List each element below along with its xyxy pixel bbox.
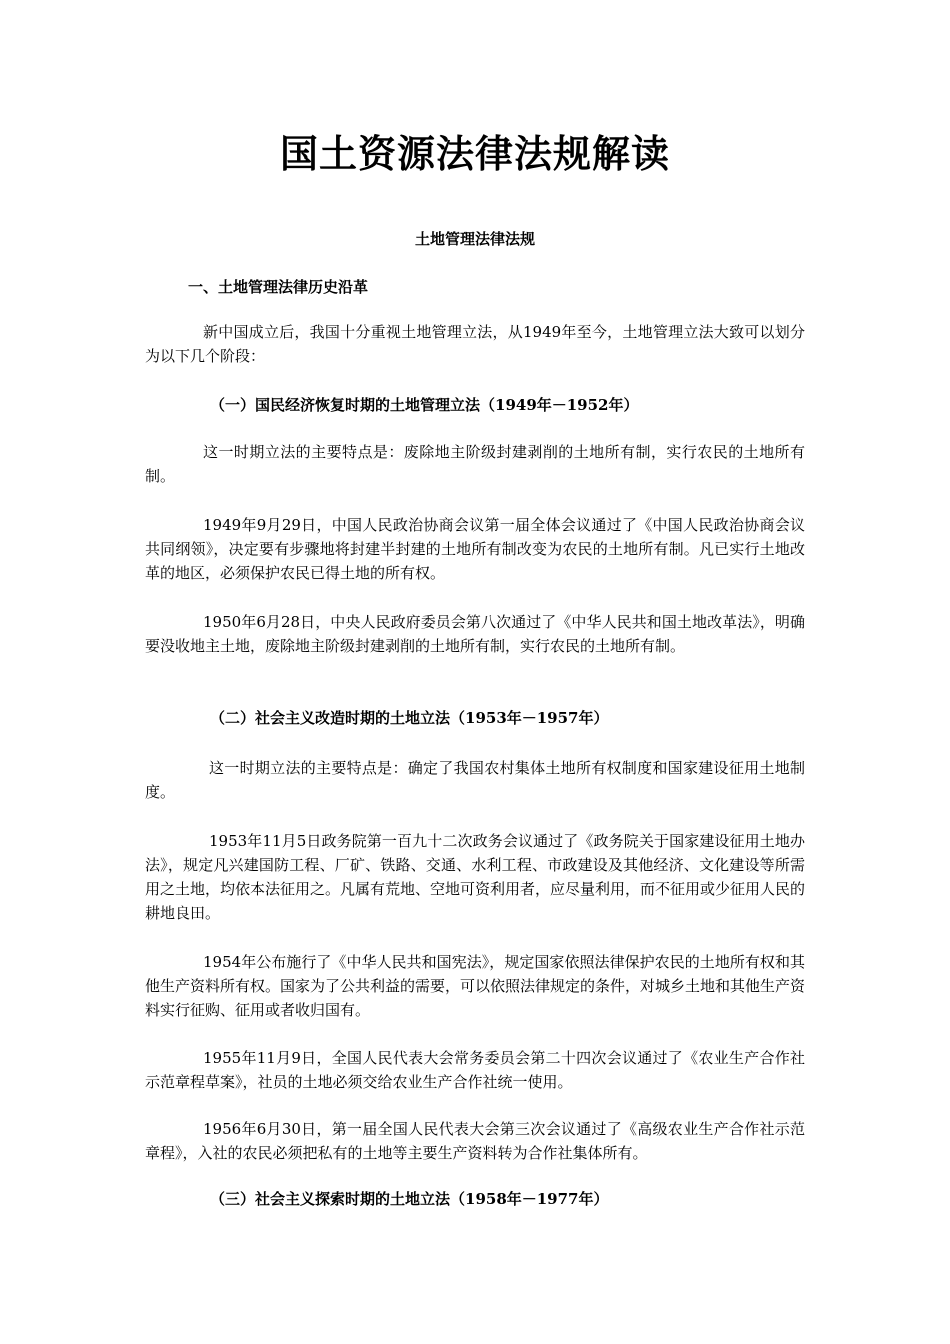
stage-heading-1: （一）国民经济恢复时期的土地管理立法（1949年－1952年） [210,396,639,414]
paragraph-stage2-1954: 1954年公布施行了《中华人民共和国宪法》，规定国家依照法律保护农民的土地所有权和其他生产资料所有权。国家为了公共利益的需要，可以依照法律规定的条件，对城乡土地和其他生产资料实行征购、征用或者收归国有。 [145,953,806,1019]
paragraph-stage2-features: 这一时期立法的主要特点是：确定了我国农村集体土地所有权制度和国家建设征用土地制度。 [145,759,805,801]
stage-heading-3: （三）社会主义探索时期的土地立法（1958年－1977年） [210,1190,609,1208]
paragraph-stage1-features: 这一时期立法的主要特点是：废除地主阶级封建剥削的土地所有制，实行农民的土地所有制。 [145,443,805,485]
paragraph-stage2-1953: 1953年11月5日政务院第一百九十二次政务会议通过了《政务院关于国家建设征用土地办法》，规定凡兴建国防工程、厂矿、铁路、交通、水利工程、市政建设及其他经济、文化建设等所需用之土地，均依本法征用之。凡属有荒地、空地可资利用者，应尽量利用，而不征用或少征用人民的耕地良田。 [145,832,806,922]
stage-heading-2: （二）社会主义改造时期的土地立法（1953年－1957年） [210,709,609,727]
paragraph-stage2-1955: 1955年11月9日，全国人民代表大会常务委员会第二十四次会议通过了《农业生产合作社示范章程草案》，社员的土地必须交给农业生产合作社统一使用。 [145,1049,805,1091]
section-heading-history: 一、土地管理法律历史沿革 [188,278,369,296]
paragraph-stage2-1956: 1956年6月30日，第一届全国人民代表大会第三次会议通过了《高级农业生产合作社示范章程》，入社的农民必须把私有的土地等主要生产资料转为合作社集体所有。 [145,1120,805,1162]
document-title: 国土资源法律法规解读 [279,131,670,176]
paragraph-intro: 新中国成立后，我国十分重视土地管理立法，从1949年至今，土地管理立法大致可以划分为以下几个阶段： [145,323,805,365]
paragraph-stage1-1950: 1950年6月28日，中央人民政府委员会第八次通过了《中华人民共和国土地改革法》，明确要没收地主土地，废除地主阶级封建剥削的土地所有制，实行农民的土地所有制。 [145,613,805,655]
paragraph-stage1-1949: 1949年9月29日，中国人民政治协商会议第一届全体会议通过了《中国人民政治协商会议共同纲领》，决定要有步骤地将封建半封建的土地所有制改变为农民的土地所有制。凡已实行土地改革的地区，必须保护农民已得土地的所有权。 [145,516,805,582]
document-subtitle: 土地管理法律法规 [414,230,535,248]
